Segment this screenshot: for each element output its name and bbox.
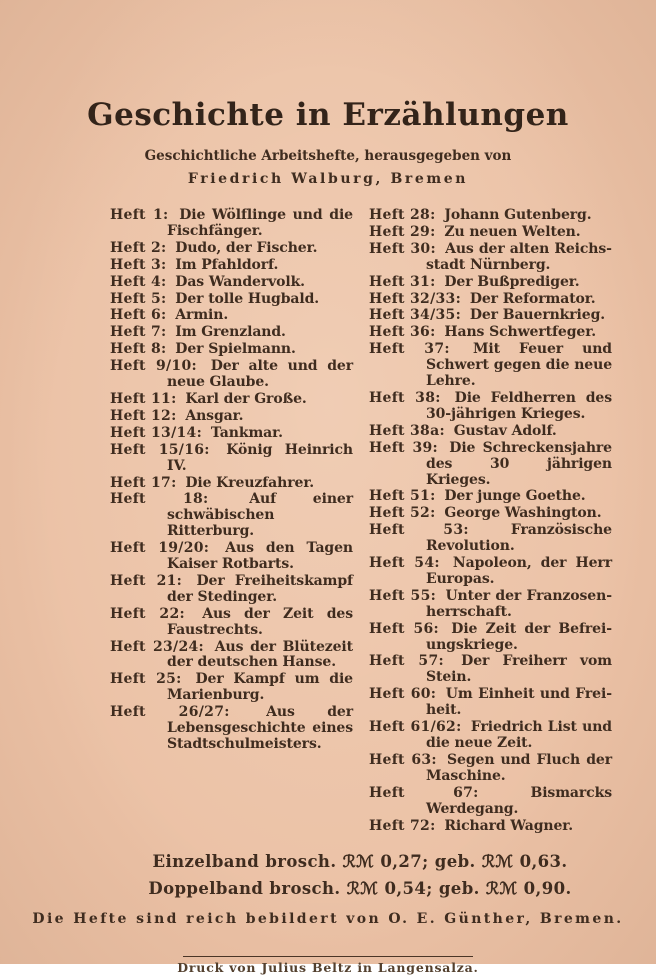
- catalog-entry: [110, 607, 353, 639]
- heft-number: Heft 15/16:: [110, 441, 210, 458]
- catalog-entry: [369, 523, 612, 555]
- heft-number: Heft 3:: [110, 256, 167, 273]
- heft-number: Heft 52:: [369, 505, 436, 522]
- heft-number: Heft 38a:: [369, 422, 445, 439]
- heft-title: Der Freiherr vom Stein.: [426, 653, 612, 686]
- heft-title: George Washington.: [444, 505, 602, 522]
- catalog-column-right: [369, 208, 612, 835]
- catalog-entry: [110, 359, 353, 391]
- catalog-entry: [369, 786, 612, 818]
- heft-title: König Heinrich IV.: [167, 441, 353, 474]
- catalog-column-left: [110, 208, 353, 835]
- heft-title: Napoleon, der Herr Europas.: [426, 555, 612, 587]
- heft-title: Das Wandervolk.: [175, 273, 305, 290]
- catalog-entry: [369, 292, 612, 308]
- heft-title: Aus der Zeit des Faustrechts.: [167, 605, 353, 638]
- heft-title: Ansgar.: [185, 407, 244, 424]
- heft-number: Heft 39:: [369, 439, 439, 456]
- catalog-entry: [369, 506, 612, 522]
- heft-number: Heft 72:: [369, 817, 436, 834]
- heft-title: Der Bauernkrieg.: [469, 307, 606, 324]
- catalog-entry: [369, 622, 612, 654]
- heft-number: Heft 25:: [110, 671, 182, 688]
- heft-title: Der junge Goethe.: [444, 488, 586, 505]
- heft-number: Heft 38:: [369, 389, 441, 406]
- heft-title: Im Pfahldorf.: [175, 256, 279, 273]
- heft-title: Segen und Fluch der Maschine.: [426, 751, 612, 784]
- catalog-entry: [110, 308, 353, 324]
- catalog-entry: [110, 492, 353, 540]
- heft-title: Aus der Lebensgeschichte eines Stadtschulmeisters.: [167, 704, 354, 752]
- catalog-entry: [369, 424, 612, 440]
- heft-number: Heft 4:: [110, 273, 167, 290]
- heft-title: Gustav Adolf.: [453, 422, 557, 439]
- heft-number: Heft 61/62:: [369, 719, 462, 736]
- catalog-entry: [369, 654, 612, 686]
- heft-title: Zu neuen Welten.: [444, 223, 581, 240]
- price-doppelband: Doppelband brosch. ℛℳ 0,54; geb. ℛℳ 0,90.: [148, 879, 572, 899]
- catalog-entry: [369, 325, 612, 341]
- catalog-entry: [110, 409, 353, 425]
- heft-number: Heft 6:: [110, 307, 167, 324]
- heft-number: Heft 9/10:: [110, 358, 197, 375]
- heft-number: Heft 19/20:: [110, 540, 210, 557]
- publisher-line: Friedrich Walburg, Bremen: [187, 171, 469, 187]
- catalog-entry: [110, 705, 353, 753]
- heft-title: Die Feldherren des 30-jährigen Krieges.: [426, 389, 612, 422]
- heft-number: Heft 5:: [110, 290, 167, 307]
- catalog-entry: [369, 589, 612, 621]
- heft-title: Karl der Große.: [185, 390, 307, 407]
- price-einzelband: Einzelband brosch. ℛℳ 0,27; geb. ℛℳ 0,63.: [152, 852, 568, 872]
- heft-number: Heft 53:: [369, 522, 469, 539]
- catalog-entry: [369, 687, 612, 719]
- catalog-entry: [110, 640, 353, 672]
- heft-title: Um Einheit und Freiheit.: [426, 686, 612, 719]
- heft-number: Heft 11:: [110, 390, 177, 407]
- series-subtitle: Geschichtliche Arbeitshefte, herausgegeben von: [144, 148, 512, 164]
- heft-number: Heft 12:: [110, 407, 177, 424]
- heft-number: Heft 13/14:: [110, 424, 203, 441]
- heft-title: Der Bußprediger.: [444, 273, 580, 290]
- catalog-entry: [110, 574, 353, 606]
- heft-number: Heft 57:: [369, 653, 444, 670]
- catalog-entry: [369, 556, 612, 588]
- heft-title: Die Wölflinge und die Fischfänger.: [167, 207, 353, 239]
- heft-number: Heft 36:: [369, 324, 436, 341]
- catalog-entry: [369, 225, 612, 241]
- heft-number: Heft 34/35:: [369, 307, 462, 324]
- heft-number: Heft 67:: [369, 784, 479, 801]
- heft-number: Heft 8:: [110, 341, 167, 358]
- heft-number: Heft 31:: [369, 273, 436, 290]
- catalog-entry: [110, 325, 353, 341]
- heft-number: Heft 30:: [369, 240, 436, 257]
- heft-title: Der Kampf um die Marienburg.: [167, 671, 353, 704]
- heft-title: Französische Revolution.: [426, 522, 612, 555]
- heft-title: Der alte und der neue Glaube.: [167, 358, 353, 391]
- heft-number: Heft 54:: [369, 555, 440, 572]
- heft-title: Im Grenzland.: [175, 324, 286, 341]
- heft-title: Richard Wagner.: [444, 817, 574, 834]
- heft-number: Heft 29:: [369, 223, 436, 240]
- pricing-block: [112, 848, 608, 902]
- catalog-entry: [369, 441, 612, 489]
- heft-title: Der Freiheitskampf der Stedinger.: [167, 572, 353, 605]
- heft-title: Aus den Tagen Kaiser Rotbarts.: [167, 540, 353, 573]
- heft-title: Dudo, der Fischer.: [175, 239, 318, 256]
- catalog-entry: [369, 342, 612, 390]
- catalog-entry: [110, 292, 353, 308]
- heft-title: Armin.: [175, 307, 229, 324]
- heft-title: Der tolle Hugbald.: [175, 290, 320, 307]
- heft-title: Die Schreckensjahre des 30 jährigen Krieges.: [426, 439, 612, 488]
- heft-title: Der Reformator.: [469, 290, 596, 307]
- catalog-entry: [369, 308, 612, 324]
- heft-number: Heft 26/27:: [110, 704, 230, 721]
- catalog-entry: [110, 476, 353, 492]
- heft-number: Heft 51:: [369, 488, 436, 505]
- catalog-entry: [110, 392, 353, 408]
- heft-number: Heft 56:: [369, 620, 440, 637]
- catalog-entry: [369, 489, 612, 505]
- catalog-entry: [110, 541, 353, 573]
- heft-title: Tankmar.: [210, 424, 283, 441]
- heft-title: Auf einer schwäbischen Ritterburg.: [167, 491, 353, 540]
- catalog-entry: [369, 208, 612, 224]
- page-title: Geschichte in Erzählungen: [87, 97, 569, 133]
- heft-title: Der Spielmann.: [175, 341, 296, 358]
- catalog-entry: [369, 753, 612, 785]
- heft-number: Heft 2:: [110, 239, 167, 256]
- heft-number: Heft 55:: [369, 587, 437, 604]
- heft-number: Heft 32/33:: [369, 290, 462, 307]
- heft-title: Johann Gutenberg.: [444, 207, 592, 223]
- catalog-entry: [110, 258, 353, 274]
- catalog-entry: [110, 342, 353, 358]
- heft-title: Mit Feuer und Schwert gegen die neue Lehre.: [426, 341, 612, 390]
- catalog-entry: [110, 443, 353, 475]
- heft-title: Die Zeit der Befreiungskriege.: [426, 620, 612, 653]
- heft-number: Heft 60:: [369, 686, 437, 703]
- catalog-entry: [369, 391, 612, 423]
- heft-number: Heft 18:: [110, 491, 209, 508]
- heft-title: Aus der Blütezeit der deutschen Hanse.: [167, 638, 354, 671]
- printer-imprint: Druck von Julius Beltz in Langensalza.: [177, 960, 479, 975]
- catalog-entry: [110, 208, 353, 240]
- catalog-entry: [369, 819, 612, 835]
- catalog-entry: [369, 242, 612, 274]
- footer-rule: [183, 956, 473, 957]
- heft-number: Heft 22:: [110, 605, 185, 622]
- heft-number: Heft 28:: [369, 207, 436, 223]
- catalog-entry: [110, 672, 353, 704]
- catalog-entry: [110, 241, 353, 257]
- heft-number: Heft 37:: [369, 341, 450, 358]
- heft-title: Hans Schwertfeger.: [444, 324, 596, 341]
- illustrator-note: Die Hefte sind reich bebildert von O. E. Günther, Bremen.: [32, 911, 624, 928]
- heft-title: Friedrich List und die neue Zeit.: [426, 719, 613, 751]
- imprint-footer: [0, 956, 656, 975]
- catalog-entry: [369, 720, 612, 752]
- heft-number: Heft 17:: [110, 474, 177, 491]
- catalog-entry: [369, 275, 612, 291]
- catalog-entry: [110, 275, 353, 291]
- heft-number: Heft 23/24:: [110, 638, 204, 655]
- heft-title: Die Kreuzfahrer.: [185, 474, 315, 491]
- heft-number: Heft 21:: [110, 572, 183, 589]
- heft-number: Heft 7:: [110, 324, 167, 341]
- heft-title: Unter der Franzosenherrschaft.: [426, 587, 612, 620]
- catalog-entry: [110, 426, 353, 442]
- catalog-columns: [110, 208, 612, 835]
- heft-title: Bismarcks Werdegang.: [426, 784, 612, 817]
- heft-number: Heft 63:: [369, 751, 437, 768]
- heft-number: Heft 1:: [110, 207, 169, 223]
- heft-title: Aus der alten Reichsstadt Nürnberg.: [426, 240, 612, 273]
